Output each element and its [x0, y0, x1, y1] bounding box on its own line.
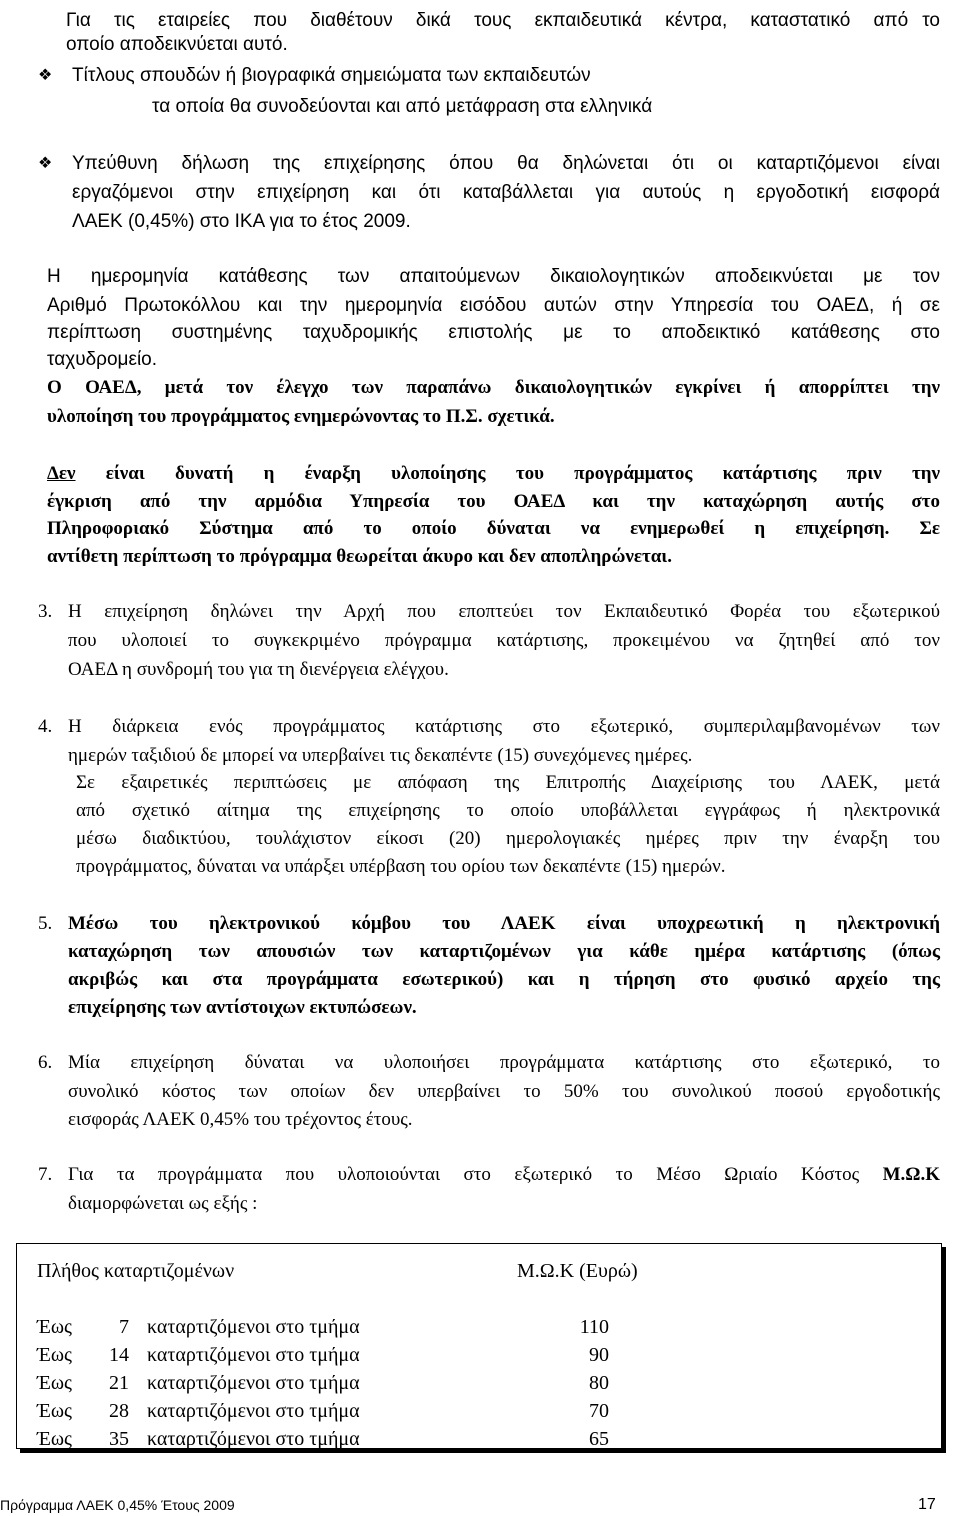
item6-number: 6.	[38, 1052, 53, 1073]
table-header-cost: Μ.Ω.Κ (Ευρώ)	[517, 1260, 638, 1282]
item4-sub-line-4: προγράμματος, δύναται να υπάρξει υπέρβαση του ορίου των δεκαπέντε (15) ημερών.	[76, 856, 726, 877]
bullet2-line-1: Υπεύθυνη δήλωση της επιχείρησης όπου θα δηλώνεται ότι οι καταρτιζόμενοι είναι	[72, 153, 940, 174]
item5-line-2: καταχώρηση των απουσιών των καταρτιζομένων για κάθε ημέρα κατάρτισης (όπως	[68, 941, 940, 962]
item4-line-1: Η διάρκεια ενός προγράμματος κατάρτισης στο εξωτερικό, συμπεριλαμβανομένων των	[68, 716, 940, 737]
item3-number: 3.	[38, 601, 53, 622]
bullet1-line-1: Τίτλους σπουδών ή βιογραφικά σημειώματα των εκπαιδευτών	[72, 65, 591, 86]
item5-line-3: ακριβώς και στα προγράμματα εσωτερικού) και η τήρηση στο φυσικό αρχείο της	[68, 969, 940, 990]
item5-line-4: επιχείρησης των αντίστοιχων εκτυπώσεων.	[68, 997, 417, 1018]
warning-line-1: Δεν είναι δυνατή η έναρξη υλοποίησης του προγράμματος κατάρτισης πριν την	[47, 463, 940, 484]
item7-line-1: Για τα προγράμματα που υλοποιούνται στο εξωτερικό το Μέσο Ωριαίο Κόστος Μ.Ω.Κ	[68, 1164, 940, 1185]
item4-number: 4.	[38, 716, 53, 737]
item6-line-3: εισφοράς ΛΑΕΚ 0,45% του τρέχοντος έτους.	[68, 1109, 413, 1130]
table-shadow-right	[942, 1247, 946, 1453]
item3-line-3: ΟΑΕΔ η συνδρομή του για τη διενέργεια ελέγχου.	[68, 659, 449, 680]
footer-program-title: Πρόγραμμα ΛΑΕΚ 0,45% Έτους 2009	[0, 1497, 235, 1513]
oaed-para-line-1: Ο ΟΑΕΔ, μετά τον έλεγχο των παραπάνω δικαιολογητικών εγκρίνει ή απορρίπτει την	[47, 377, 940, 398]
date-para-line-1: Η ημερομηνία κατάθεσης των απαιτούμενων δικαιολογητικών αποδεικνύεται με τον	[47, 266, 940, 287]
mok-abbreviation: Μ.Ω.Κ	[882, 1164, 940, 1185]
item5-line-1: Μέσω του ηλεκτρονικού κόμβου του ΛΑΕΚ είναι υποχρεωτική η ηλεκτρονική	[68, 913, 940, 934]
item7-number: 7.	[38, 1164, 53, 1185]
bullet2-line-3: ΛΑΕΚ (0,45%) στο ΙΚΑ για το έτος 2009.	[72, 211, 411, 232]
item6-line-1: Μία επιχείρηση δύναται να υλοποιήσει προγράμματα κατάρτισης στο εξωτερικό, το	[68, 1052, 940, 1073]
date-para-line-3: περίπτωση συστημένης ταχυδρομικής επιστολής με το αποδεικτικό κατάθεσης στο	[47, 322, 940, 343]
diamond-bullet-icon: ❖	[38, 155, 53, 172]
intro-line-2: οποίο αποδεικνύεται αυτό.	[66, 34, 288, 55]
warning-line-2: έγκριση από την αρμόδια Υπηρεσία του ΟΑΕΔ και την καταχώρηση αυτής στο	[47, 491, 940, 512]
warning-line-4: αντίθετη περίπτωση το πρόγραμμα θεωρείται άκυρο και δεν αποπληρώνεται.	[47, 546, 672, 567]
bullet2-line-2: εργαζόμενοι στην επιχείρηση και ότι καταβάλλεται για αυτούς η εργοδοτική εισφορά	[72, 182, 940, 203]
item4-line-2: ημερών ταξιδιού δε μπορεί να υπερβαίνει τις δεκαπέντε (15) συνεχόμενες ημέρες.	[68, 745, 693, 766]
item4-sub-line-1: Σε εξαιρετικές περιπτώσεις με απόφαση της Επιτροπής Διαχείρισης του ΛΑΕΚ, μετά	[76, 772, 940, 793]
item3-line-1: Η επιχείρηση δηλώνει την Αρχή που εποπτεύει τον Εκπαιδευτικό Φορέα του εξωτερικού	[68, 601, 940, 622]
page-number: 17	[918, 1496, 936, 1513]
oaed-para-line-2: υλοποίηση του προγράμματος ενημερώνοντας το Π.Σ. σχετικά.	[47, 406, 555, 427]
intro-line-1: Για τις εταιρείες που διαθέτουν δικά τους εκπαιδευτικά κέντρα, καταστατικό από το	[66, 10, 940, 31]
table-header-trainees: Πλήθος καταρτιζομένων	[37, 1260, 235, 1282]
date-para-line-2: Αριθμό Πρωτοκόλλου και την ημερομηνία εισόδου αυτών στην Υπηρεσία του ΟΑΕΔ, ή σε	[47, 295, 940, 316]
date-para-line-4: ταχυδρομείο.	[47, 349, 158, 370]
bullet1-line-2: τα οποία θα συνοδεύονται και από μετάφραση στα ελληνικά	[152, 96, 653, 117]
warning-line-3: Πληροφοριακό Σύστημα από το οποίο δύναται να ενημερωθεί η επιχείρηση. Σε	[47, 518, 940, 539]
item5-number: 5.	[38, 913, 53, 934]
cost-table: Πλήθος καταρτιζομένων Μ.Ω.Κ (Ευρώ) Έως 7 καταρτιζόμενοι στο τμήμα 110 Έως 14 καταρτιζόμενοι στο τμήμα 90 Έως 21 καταρτιζόμενοι στο τμήμα 80 Έως 28 καταρτιζόμενοι στο τμήμα 70 Έως 35 καταρτιζόμενοι στο τμήμα 65	[16, 1243, 942, 1449]
item6-line-2: συνολικό κόστος των οποίων δεν υπερβαίνει το 50% του συνολικού ποσού εργοδοτικής	[68, 1081, 940, 1102]
item7-line-2: διαμορφώνεται ως εξής :	[68, 1193, 258, 1214]
item4-sub-line-3: μέσω διαδικτύου, τουλάχιστον είκοσι (20) ημερολογιακές ημέρες πριν την έναρξη του	[76, 828, 940, 849]
item3-line-2: που υλοποιεί το συγκεκριμένο πρόγραμμα κατάρτισης, προκειμένου να ζητηθεί από τον	[68, 630, 940, 651]
underlined-word: Δεν	[47, 463, 76, 484]
item4-sub-line-2: από σχετικό αίτημα της επιχείρησης το οποίο υποβάλλεται εγγράφως ή ηλεκτρονικά	[76, 800, 940, 821]
diamond-bullet-icon: ❖	[38, 67, 53, 84]
